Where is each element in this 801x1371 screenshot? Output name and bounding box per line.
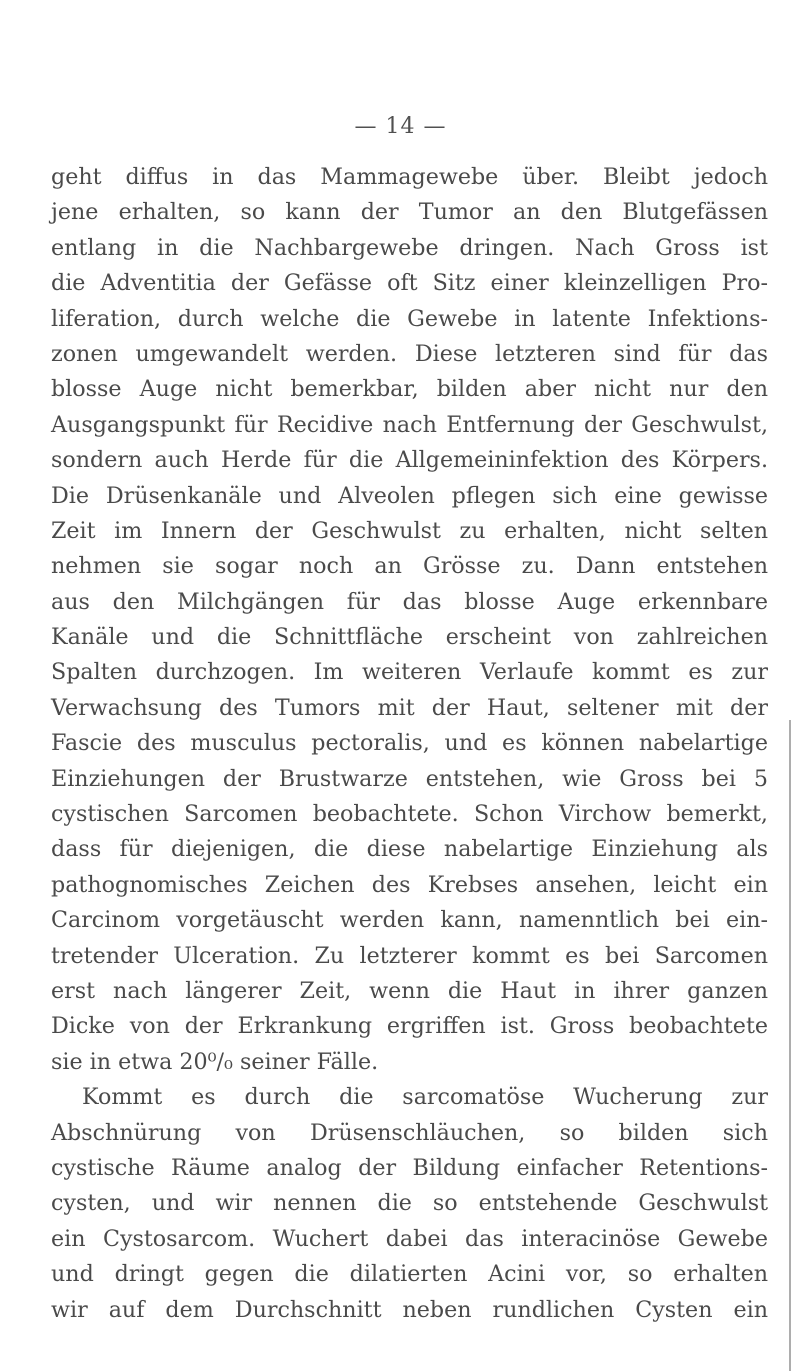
- text-line: nehmen sie sogar noch an Grösse zu. Dann entstehen: [51, 553, 768, 580]
- text-line: Die Drüsenkanäle und Alveolen pflegen sich eine gewisse: [51, 482, 768, 509]
- text-line: Kanäle und die Schnittfläche erscheint von zahlreichen: [51, 624, 768, 651]
- text-line: sie in etwa 20⁰/₀ seiner Fälle.: [51, 1048, 379, 1075]
- text-line: liferation, durch welche die Gewebe in latente Infektions-: [51, 305, 768, 332]
- text-line: ein Cystosarcom. Wuchert dabei das interacinöse Gewebe: [51, 1225, 768, 1252]
- text-line: Einziehungen der Brustwarze entstehen, wie Gross bei 5: [51, 765, 768, 792]
- body-text: [51, 160, 768, 1328]
- text-line: die Adventitia der Gefässe oft Sitz einer kleinzelligen Pro-: [51, 270, 768, 297]
- text-line: Dicke von der Erkrankung ergriffen ist. Gross beobachtete: [51, 1013, 768, 1040]
- text-line: cystische Räume analog der Bildung einfacher Retentions-: [51, 1154, 768, 1181]
- page-number-header: — 14 —: [354, 114, 447, 139]
- text-line: Fascie des musculus pectoralis, und es können nabelartige: [51, 730, 768, 757]
- text-line: cystischen Sarcomen beobachtete. Schon Virchow bemerkt,: [51, 801, 768, 828]
- text-line: cysten, und wir nennen die so entstehende Geschwulst: [51, 1190, 768, 1217]
- text-line: wir auf dem Durchschnitt neben rundlichen Cysten ein: [51, 1296, 768, 1323]
- text-line: aus den Milchgängen für das blosse Auge erkennbare: [51, 588, 768, 615]
- text-line: Verwachsung des Tumors mit der Haut, seltener mit der: [51, 694, 768, 721]
- text-line: Carcinom vorgetäuscht werden kann, namenntlich bei ein-: [51, 907, 768, 934]
- text-line: entlang in die Nachbargewebe dringen. Nach Gross ist: [51, 234, 768, 261]
- text-line: blosse Auge nicht bemerkbar, bilden aber nicht nur den: [51, 376, 768, 403]
- text-line: Spalten durchzogen. Im weiteren Verlaufe kommt es zur: [51, 659, 768, 686]
- page-edge-shadow: [789, 720, 801, 1371]
- text-line: Abschnürung von Drüsenschläuchen, so bilden sich: [51, 1119, 768, 1146]
- text-line: zonen umgewandelt werden. Diese letzteren sind für das: [51, 340, 768, 367]
- text-line: dass für diejenigen, die diese nabelartige Einziehung als: [51, 836, 768, 863]
- text-line: und dringt gegen die dilatierten Acini vor, so erhalten: [51, 1261, 768, 1288]
- text-line: Kommt es durch die sarcomatöse Wucherung zur: [82, 1084, 768, 1111]
- text-line: sondern auch Herde für die Allgemeininfektion des Körpers.: [51, 447, 768, 474]
- text-line: tretender Ulceration. Zu letzterer kommt es bei Sarcomen: [51, 942, 768, 969]
- text-line: Zeit im Innern der Geschwulst zu erhalten, nicht selten: [51, 517, 768, 544]
- text-line: erst nach längerer Zeit, wenn die Haut in ihrer ganzen: [51, 977, 768, 1004]
- text-line: Ausgangspunkt für Recidive nach Entfernung der Geschwulst,: [51, 411, 768, 438]
- text-line: geht diffus in das Mammagewebe über. Bleibt jedoch: [51, 164, 768, 190]
- text-line: pathognomisches Zeichen des Krebses ansehen, leicht ein: [51, 871, 768, 898]
- text-line: jene erhalten, so kann der Tumor an den Blutgefässen: [51, 199, 768, 226]
